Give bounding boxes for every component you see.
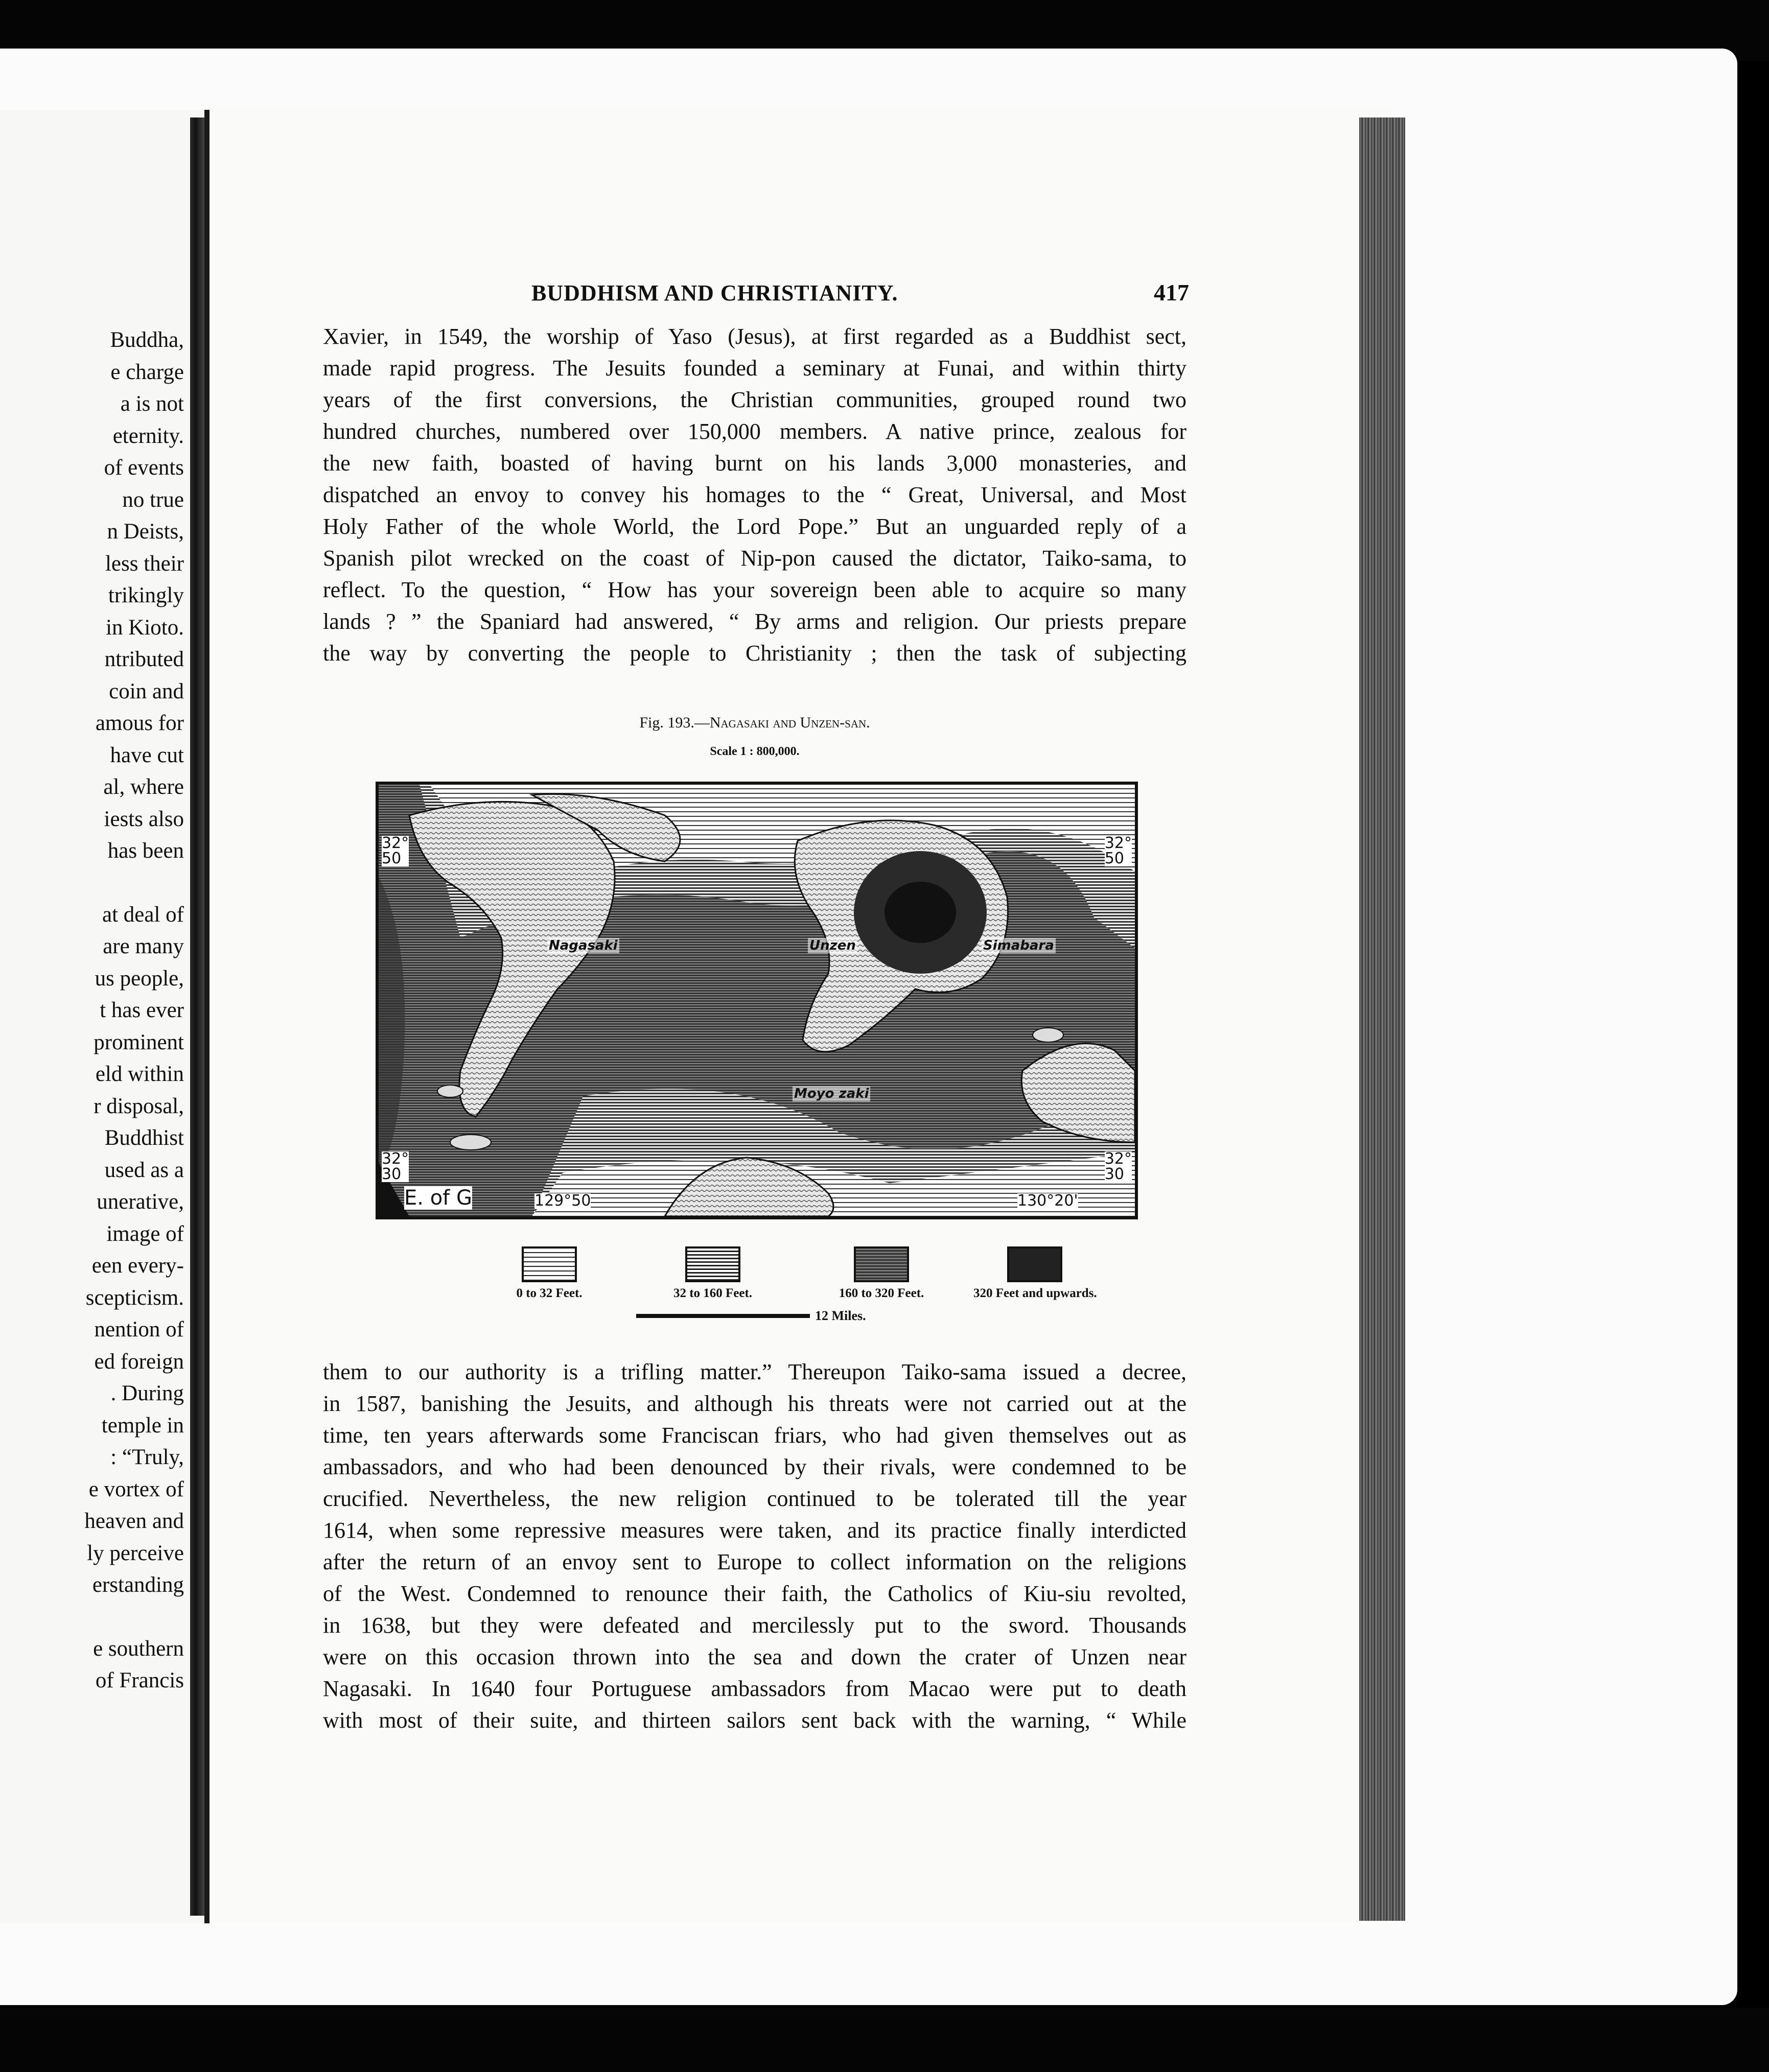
body-line: made rapid progress. The Jesuits founded a seminary at Funai, and within thirty [323,356,1186,381]
legend-item [651,1246,774,1301]
left-page-line: us people, [95,966,184,991]
lat-label-top-right: 32° 50 [1104,834,1132,867]
legend-label: 0 to 32 Feet. [516,1286,583,1300]
land-island [1033,1028,1063,1042]
left-page-line: less their [105,551,184,576]
land-unzen-peak [884,882,956,943]
legend-swatch [685,1246,740,1282]
body-line: Nagasaki. In 1640 four Portuguese ambassadors from Macao were put to death [323,1676,1186,1701]
lat-label-bottom-left: 32° 30 [382,1150,409,1183]
left-page-line: trikingly [108,583,184,607]
left-page-line: are many [103,934,184,958]
left-page-line: ntributed [104,647,184,671]
left-page-line: n Deists, [107,520,184,544]
land-island [450,1135,491,1150]
body-line: after the return of an envoy sent to Europe to collect information on the religions [323,1549,1186,1574]
left-page-line: nention of [94,1317,184,1341]
map-label-unzen: Unzen [808,938,857,953]
body-line: crucified. Nevertheless, the new religion continued to be tolerated till the year [323,1486,1186,1511]
map-figure [376,782,1138,1219]
body-line: were on this occasion thrown into the sea and down the crater of Unzen near [323,1644,1186,1669]
body-line: the new faith, boasted of having burnt on his lands 3,000 monasteries, and [323,451,1186,476]
left-page-line: Buddha, [110,328,184,352]
left-page-line: e southern [93,1636,184,1661]
body-line: hundred churches, numbered over 150,000 members. A native prince, zealous for [323,419,1186,444]
left-page-line: heaven and [84,1509,184,1533]
left-page-text [0,324,184,1697]
left-page-line: een every- [91,1254,184,1278]
lon-label-left: 129°50 [534,1192,591,1210]
body-line: in 1587, banishing the Jesuits, and although his threats were not carried out at the [323,1391,1186,1416]
left-page-line: eld within [95,1062,184,1086]
left-page-line: coin and [109,679,184,703]
legend-label: 32 to 160 Feet. [673,1286,753,1300]
legend-item [488,1246,611,1301]
left-page-line: image of [106,1221,184,1246]
land-island [437,1085,463,1097]
left-page-line: : “Truly, [110,1445,184,1469]
figure-caption-title: Nagasaki and Unzen-san. [709,714,870,731]
lat-label-bottom-right: 32° 30 [1104,1150,1132,1183]
left-page-line: unerative, [97,1190,184,1214]
body-line: time, ten years afterwards some Franciscan friars, who had given themselves out as [323,1423,1186,1448]
left-page-line: no true [122,487,184,512]
left-page-line: have cut [110,743,184,767]
body-text-top [323,321,1186,669]
left-page-line: amous for [95,711,184,735]
left-page-line: of events [104,456,184,480]
map-engraver-credit: E. of G [404,1186,472,1210]
left-page-line: prominent [94,1030,184,1054]
lat-label-top-left: 32° 50 [382,834,409,867]
legend-swatch [1007,1246,1062,1282]
body-line: reflect. To the question, “ How has your sovereign been able to acquire so many [323,577,1186,602]
body-line: in 1638, but they were defeated and mercilessly put to the sword. Thousands [323,1613,1186,1638]
left-page-line: r disposal, [94,1094,184,1118]
body-line: the way by converting the people to Christianity ; then the task of subjecting [323,641,1186,666]
book-gutter [190,117,204,1916]
left-text-middle-block [0,899,184,1602]
body-line: Spanish pilot wrecked on the coast of Nip-pon caused the dictator, Taiko-sama, to [323,546,1186,571]
left-page-line: has been [107,839,184,863]
body-line: of the West. Condemned to renounce their faith, the Catholics of Kiu-siu revolted, [323,1581,1186,1606]
map-label-nagasaki: Nagasaki [547,938,619,953]
body-line: years of the first conversions, the Christian communities, grouped round two [323,387,1186,412]
left-text-bottom-block [0,1633,184,1697]
body-line: Xavier, in 1549, the worship of Yaso (Jesus), at first regarded as a Buddhist sect, [323,324,1186,349]
body-line: them to our authority is a trifling matter.” Thereupon Taiko-sama issued a decree, [323,1359,1186,1384]
left-page-line: e vortex of [88,1477,184,1501]
left-page-line: at deal of [102,902,184,927]
running-head: BUDDHISM AND CHRISTIANITY. [531,280,898,305]
lon-label-right: 130°20' [1017,1192,1078,1210]
left-page-line: t has ever [100,998,184,1022]
body-line: Holy Father of the whole World, the Lord Pope.” But an unguarded reply of a [323,514,1186,539]
left-page-line: iests also [104,807,184,831]
body-line: ambassadors, and who had been denounced by their rivals, were condemned to be [323,1454,1186,1479]
legend-swatch [854,1246,909,1282]
page-edges [1359,117,1405,1921]
body-line: 1614, when some repressive measures were taken, and its practice finally interdicted [323,1518,1186,1543]
left-page-line: scepticism. [85,1285,184,1310]
body-text-bottom [323,1356,1186,1736]
page-number: 417 [1154,279,1189,305]
legend-item [820,1246,943,1301]
left-page-line: temple in [101,1413,184,1438]
left-page-line: ly perceive [87,1541,184,1565]
left-page-line: used as a [104,1158,184,1182]
map-label-simabara: Simabara [982,938,1056,953]
left-page-line: Buddhist [104,1126,184,1150]
left-page-line: ed foreign [94,1349,184,1374]
figure-scale: Scale 1 : 800,000. [710,745,800,758]
left-page-line: . During [110,1381,184,1405]
map-label-moyo-zaki: Moyo zaki [793,1086,870,1101]
legend-item [973,1246,1096,1301]
left-page-line: al, where [103,775,184,799]
left-page-line: a is not [120,392,184,416]
map-scale-label: 12 Miles. [815,1308,866,1323]
left-page-line: of Francis [95,1668,184,1692]
figure-caption-prefix: Fig. 193.— [639,714,710,731]
left-text-top-block [0,324,184,867]
scan-frame-bottom [0,2008,1769,2072]
map-illustration [379,785,1135,1216]
map-scale-bar [636,1314,810,1318]
left-page-line: e charge [110,360,184,384]
left-page-line: eternity. [112,423,184,448]
legend-swatch [522,1246,577,1282]
body-line: dispatched an envoy to convey his homages to the “ Great, Universal, and Most [323,482,1186,507]
left-page [0,110,204,1923]
map-legend [488,1246,1101,1318]
left-page-line: in Kioto. [106,615,184,640]
legend-label: 160 to 320 Feet. [839,1286,924,1300]
body-line: with most of their suite, and thirteen sailors sent back with the warning, “ While [323,1708,1186,1733]
legend-label: 320 Feet and upwards. [973,1286,1097,1300]
body-line: lands ? ” the Spaniard had answered, “ By arms and religion. Our priests prepare [323,609,1186,634]
figure-caption [323,714,1186,732]
left-page-line: erstanding [92,1573,184,1597]
